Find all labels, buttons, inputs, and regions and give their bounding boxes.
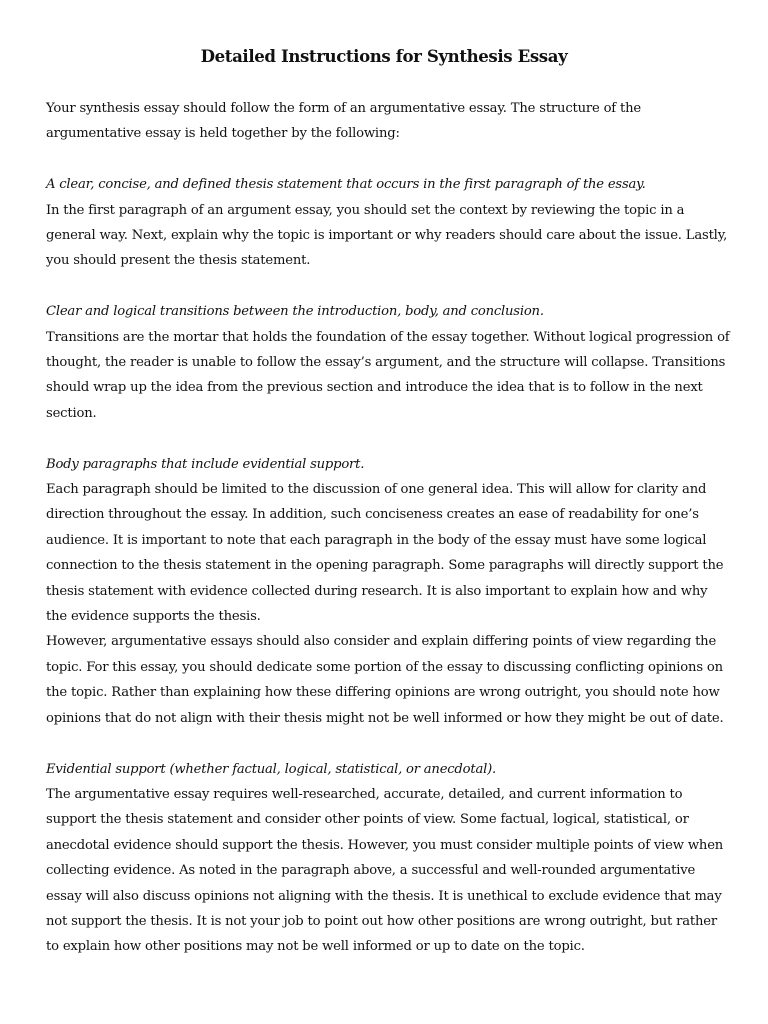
document-body — [46, 96, 730, 960]
section-heading-transitions: Clear and logical transitions between the introduction, body, and conclusion. — [46, 304, 544, 320]
section-thesis-statement — [46, 172, 730, 274]
section-paragraph-counterarguments: However, argumentative essays should also consider and explain differing points of view regarding the topic. For this essay, you should dedicate some portion of the essay to discussing conflicting opinions on the topic. Rather than explaining how these differing opinions are wrong outright, you should note how opinions that do not align with their thesis might not be well informed or how they might be out of date. — [46, 634, 724, 726]
section-paragraph-thesis-statement: In the first paragraph of an argument essay, you should set the context by reviewing the topic in a general way. Next, explain why the topic is important or why readers should care about the issue. Lastly, you should present the thesis statement. — [46, 202, 728, 269]
section-heading-thesis-statement: A clear, concise, and defined thesis statement that occurs in the first paragraph of the essay. — [46, 177, 646, 193]
document-title: Detailed Instructions for Synthesis Essay — [200, 46, 568, 66]
section-transitions — [46, 299, 730, 426]
paragraph-spacer — [46, 731, 730, 756]
section-body-paragraphs — [46, 452, 730, 731]
paragraph-spacer — [46, 426, 730, 451]
paragraph-spacer — [46, 274, 730, 299]
section-paragraph-transitions: Transitions are the mortar that holds the foundation of the essay together. Without logical progression of thought, the reader is unable to follow the essay’s argument, and the structure will collapse. Transitions should wrap up the idea from the previous section and introduce the idea that is to follow in the next section. — [46, 329, 730, 421]
section-heading-body-paragraphs: Body paragraphs that include evidential support. — [46, 456, 365, 472]
paragraph-spacer — [46, 147, 730, 172]
section-paragraph-body-paragraphs: Each paragraph should be limited to the discussion of one general idea. This will allow for clarity and direction throughout the essay. In addition, such conciseness creates an ease of readability for one’s audience. It is important to note that each paragraph in the body of the essay must have some logical connection to the thesis statement in the opening paragraph. Some paragraphs will directly support the thesis statement with evidence collected during research. It is also important to explain how and why the evidence supports the thesis. — [46, 482, 724, 625]
section-evidential-support — [46, 757, 730, 960]
section-paragraph-evidential-support: The argumentative essay requires well-researched, accurate, detailed, and current information to support the thesis statement and consider other points of view. Some factual, logical, statistical, or anecdotal evidence should support the thesis. However, you must consider multiple points of view when collecting evidence. As noted in the paragraph above, a successful and well-rounded argumentative essay will also discuss opinions not aligning with the thesis. It is unethical to exclude evidence that may not support the thesis. It is not your job to point out how other positions are wrong outright, but rather to explain how other positions may not be well informed or up to date on the topic. — [46, 786, 724, 955]
section-heading-evidential-support: Evidential support (whether factual, logical, statistical, or anecdotal). — [46, 761, 496, 777]
intro-paragraph: Your synthesis essay should follow the form of an argumentative essay. The structure of the argumentative essay is held together by the following: — [46, 101, 641, 142]
